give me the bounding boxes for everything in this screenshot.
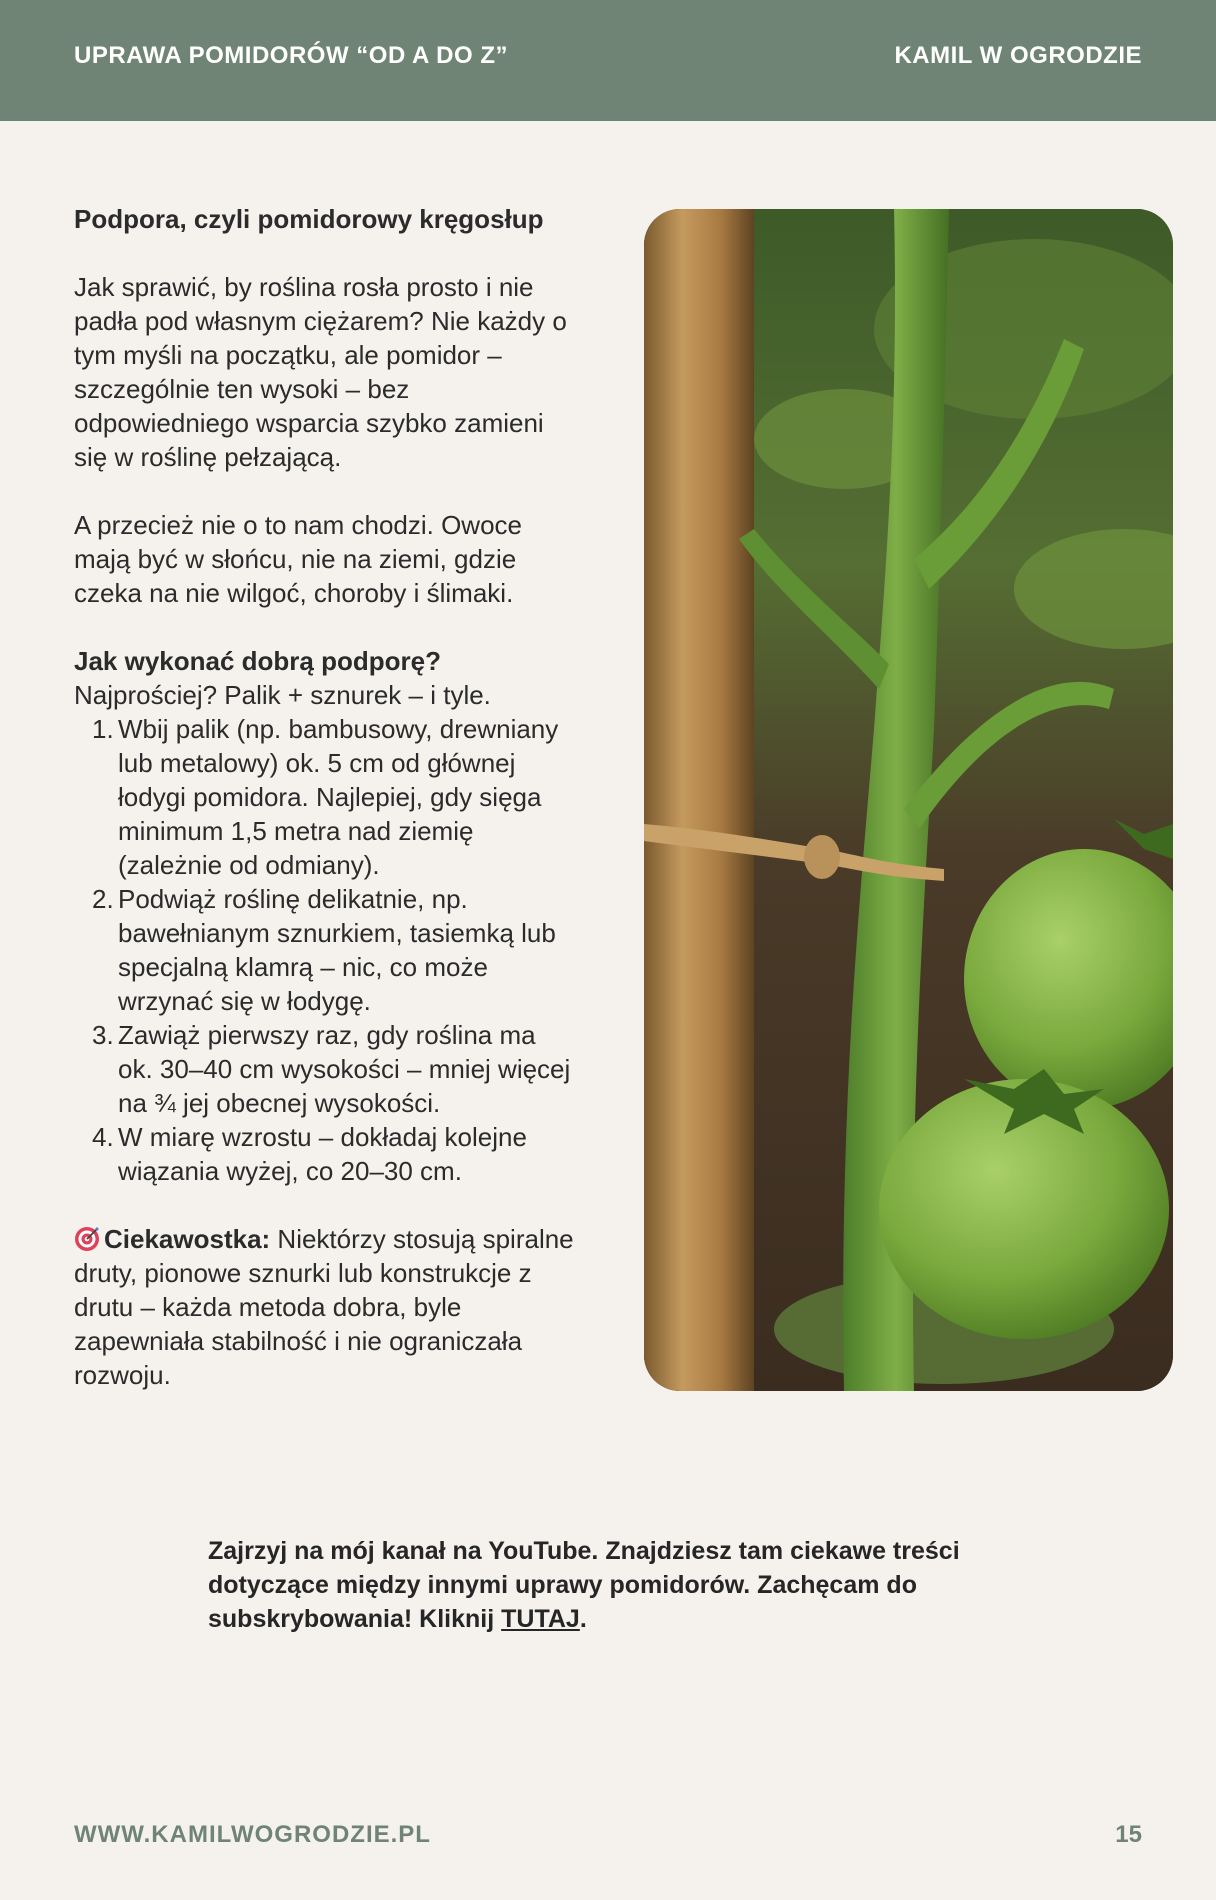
fun-fact	[74, 1222, 574, 1392]
target-icon	[74, 1226, 100, 1252]
brand-name: KAMIL W OGRODZIE	[894, 42, 1142, 69]
subheading: Jak wykonać dobrą podporę?	[74, 646, 441, 676]
intro-line: Najprościej? Palik + sznurek – i tyle.	[74, 680, 491, 710]
list-item: Wbij palik (np. bambusowy, drewniany lub metalowy) ok. 5 cm od głównej łodygi pomidora. Najlepiej, gdy sięga minimum 1,5 metra nad ziemię (zależnie od odmiany).	[118, 714, 559, 880]
cta-end: .	[579, 1605, 587, 1633]
list-item: W miarę wzrostu – dokładaj kolejne wiązania wyżej, co 20–30 cm.	[118, 1122, 527, 1186]
article-title: Podpora, czyli pomidorowy kręgosłup	[74, 204, 544, 234]
paragraph-1: Jak sprawić, by roślina rosła prosto i nie padła pod własnym ciężarem? Nie każdy o tym myśli na początku, ale pomidor – szczególnie ten wysoki – bez odpowiedniego wsparcia szybko zamieni się w roślinę pełzającą.	[74, 272, 567, 472]
paragraph-2: A przecież nie o to nam chodzi. Owoce mają być w słońcu, nie na ziemi, gdzie czeka na nie wilgoć, choroby i ślimaki.	[74, 510, 523, 608]
cta-text: Zajrzyj na mój kanał na YouTube. Znajdziesz tam ciekawe treści dotyczące między innymi uprawy pomidorów. Zachęcam do subskrybowania! Kliknij	[208, 1537, 960, 1633]
list-item: Zawiąż pierwszy raz, gdy roślina ma ok. 30–40 cm wysokości – mniej więcej na ¾ jej obecnej wysokości.	[118, 1020, 571, 1118]
list-item: Podwiąż roślinę delikatnie, np. bawełnianym sznurkiem, tasiemką lub specjalną klamrą – nic, co może wrzynać się w łodygę.	[118, 884, 556, 1016]
youtube-link[interactable]: TUTAJ	[501, 1605, 580, 1633]
fun-fact-text: Niektórzy stosują spiralne druty, pionowe sznurki lub konstrukcje z drutu – każda metoda dobra, byle zapewniała stabilność i nie ograniczała rozwoju.	[74, 1224, 574, 1390]
steps-list	[74, 712, 574, 1188]
article-body	[74, 202, 574, 1392]
page-header	[0, 0, 1216, 121]
page-number: 15	[1115, 1821, 1142, 1848]
document-title: UPRAWA POMIDORÓW “OD A DO Z”	[74, 42, 508, 69]
youtube-cta	[208, 1534, 1008, 1636]
footer-website[interactable]: WWW.KAMILWOGRODZIE.PL	[74, 1821, 431, 1848]
tomato-stake-photo	[644, 209, 1173, 1391]
fun-fact-label: Ciekawostka:	[104, 1224, 271, 1254]
